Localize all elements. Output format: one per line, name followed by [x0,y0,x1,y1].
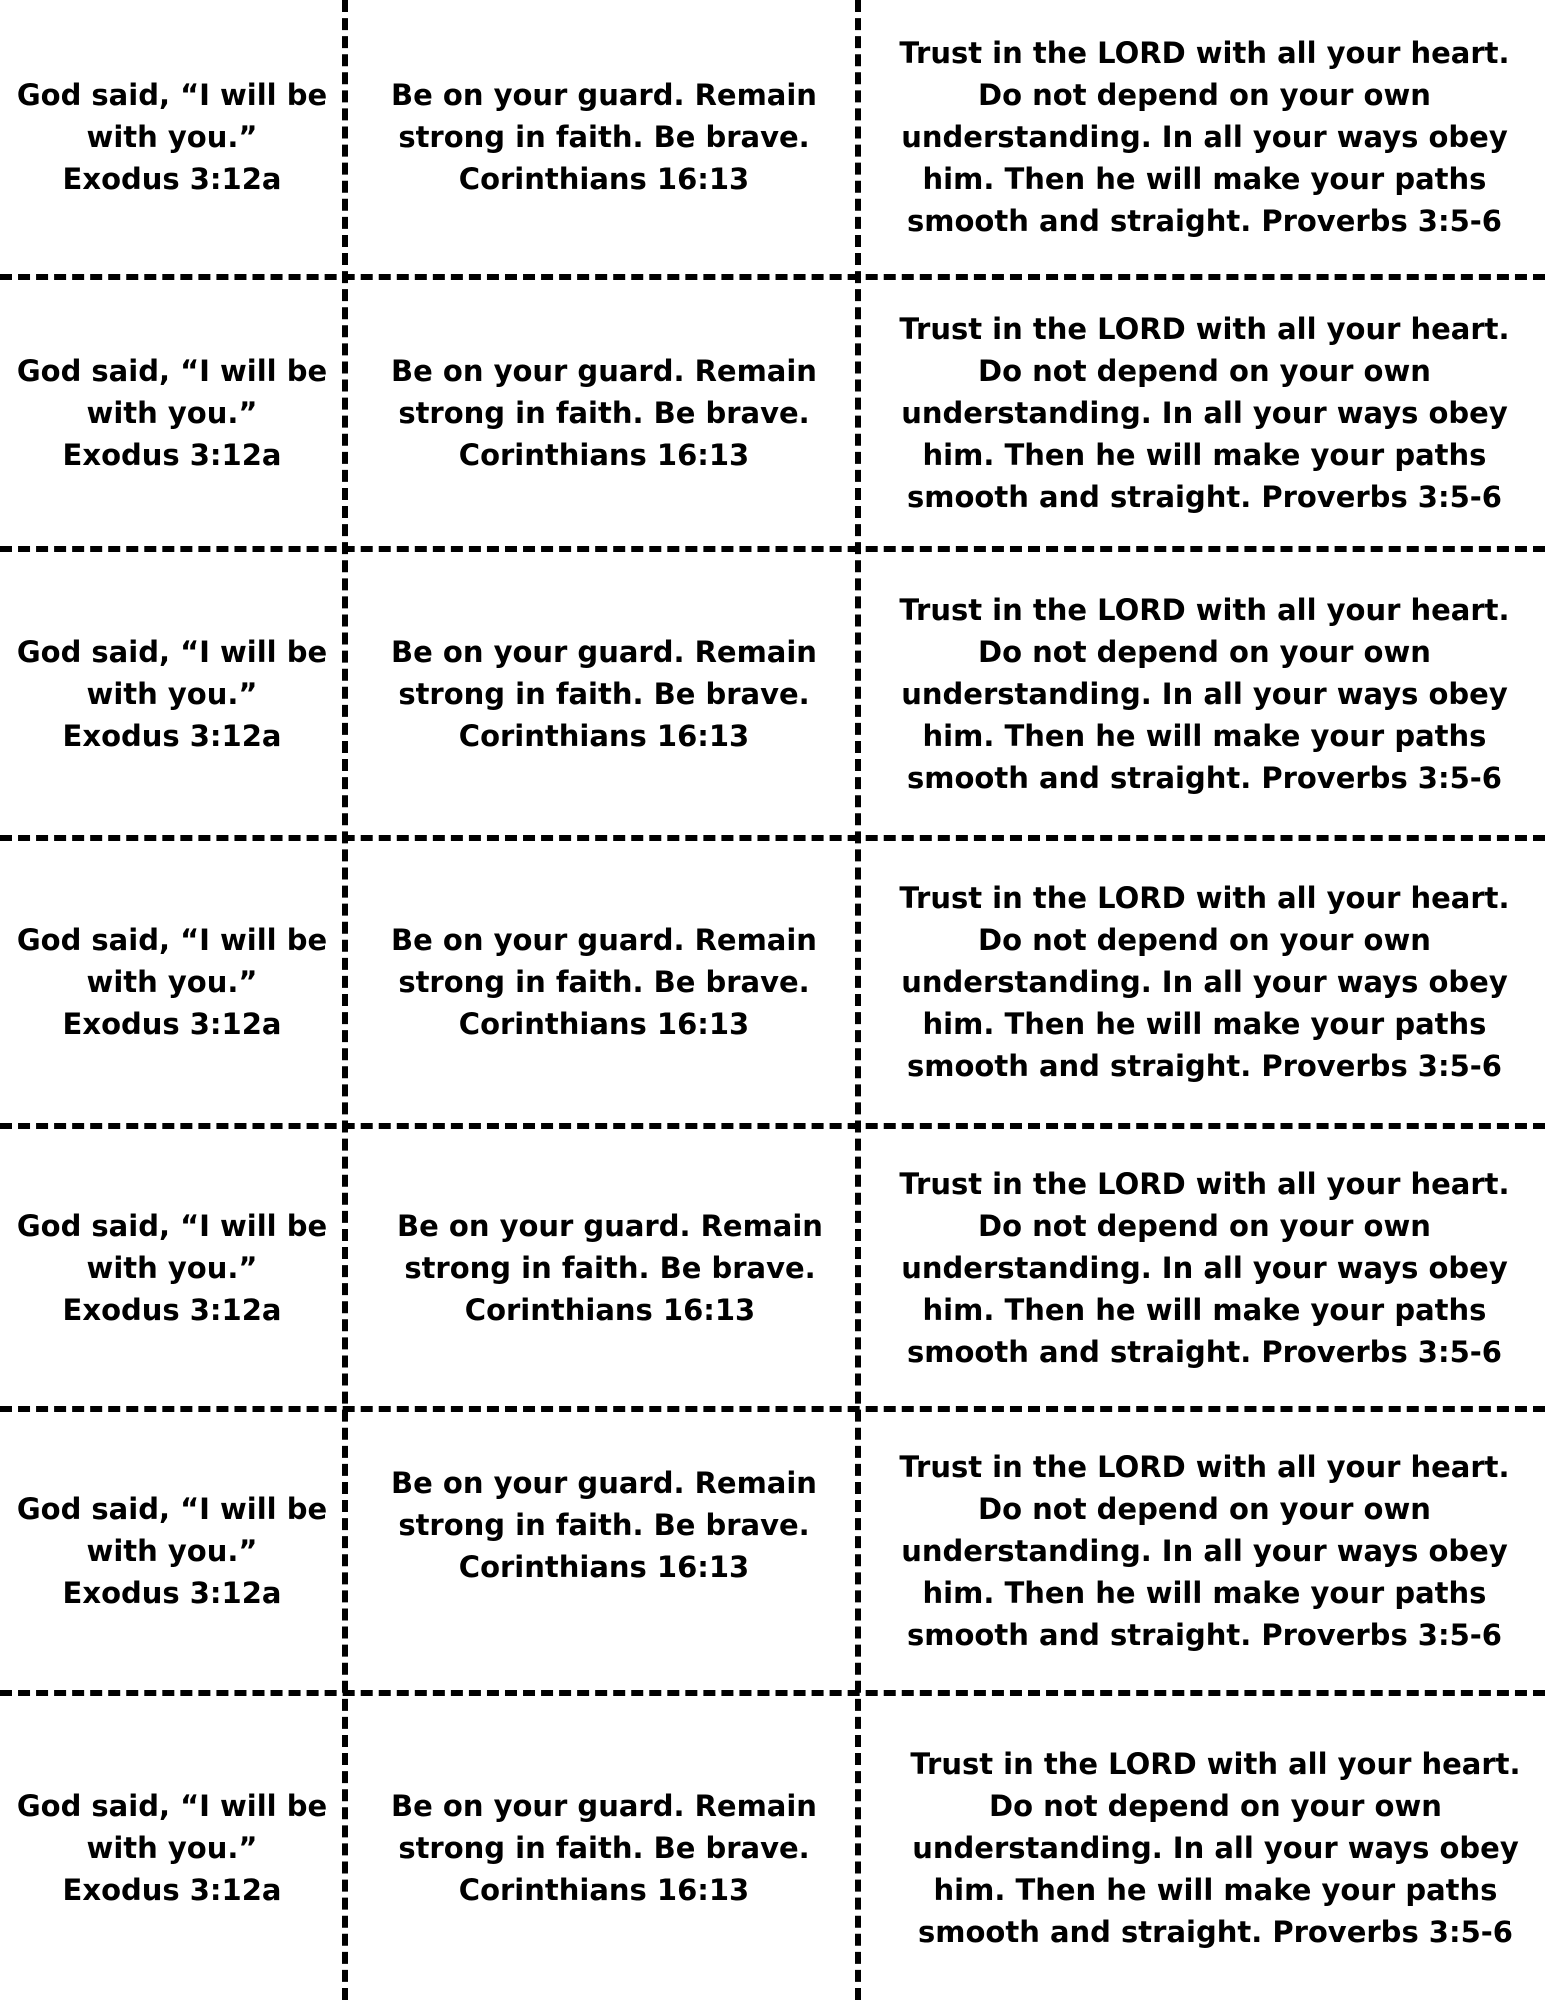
card-proverbs-row-1 [864,0,1545,274]
verse-line: Be on your guard. Remain [397,1208,823,1243]
verse-line: Trust in the LORD with all your heart. [899,1450,1510,1484]
verse-line: him. Then he will make your paths [933,1873,1498,1907]
verse-proverbs-3-5-6 [899,1163,1509,1373]
verse-line-with-reference: smooth and straight. Proverbs 3:5-6 [907,1618,1502,1652]
verse-corinthians-16-13 [391,1462,817,1588]
card-proverbs-row-2 [864,280,1545,546]
verse-line: strong in faith. Be brave. [398,1831,810,1865]
card-corinthians-row-5 [356,1129,864,1406]
vertical-cut-line-left [342,0,348,2000]
horizontal-cut-line-5 [0,1406,1545,1412]
verse-line: Trust in the LORD with all your heart. [899,312,1510,346]
verse-line: God said, “I will be [16,354,328,388]
card-exodus-row-1 [0,0,344,274]
verse-reference: Corinthians 16:13 [464,1292,756,1327]
verse-proverbs-3-5-6 [899,877,1509,1087]
verse-line: him. Then he will make your paths [922,162,1487,196]
vertical-cut-line-right [855,0,861,2000]
verse-line-with-reference: smooth and straight. Proverbs 3:5-6 [907,1049,1502,1083]
verse-reference: Exodus 3:12a [62,1576,282,1610]
verse-line: Do not depend on your own [978,923,1431,957]
verse-reference: Corinthians 16:13 [458,1873,750,1907]
verse-exodus-3-12a [17,1785,327,1911]
verse-line: understanding. In all your ways obey [901,1250,1508,1285]
verse-line: understanding. In all your ways obey [901,396,1508,430]
verse-line: strong in faith. Be brave. [398,120,810,154]
verse-line: Do not depend on your own [989,1789,1442,1823]
card-proverbs-row-6 [864,1412,1545,1690]
verse-line: Be on your guard. Remain [391,634,817,669]
verse-exodus-3-12a [17,919,327,1045]
verse-exodus-3-12a [17,350,327,476]
verse-line: him. Then he will make your paths [922,1292,1487,1327]
verse-proverbs-3-5-6 [910,1743,1520,1953]
verse-exodus-3-12a [17,1488,327,1614]
card-proverbs-row-3 [864,552,1545,835]
verse-corinthians-16-13 [391,631,817,757]
verse-line: understanding. In all your ways obey [901,676,1508,711]
verse-line: Do not depend on your own [978,634,1431,669]
verse-line: Do not depend on your own [978,1492,1431,1526]
verse-exodus-3-12a [17,1205,327,1331]
verse-line: God said, “I will be [16,634,328,669]
card-exodus-row-4 [0,841,344,1123]
verse-line: understanding. In all your ways obey [901,120,1508,154]
card-proverbs-row-5 [864,1129,1545,1406]
verse-reference: Corinthians 16:13 [458,1007,750,1041]
verse-line-with-reference: smooth and straight. Proverbs 3:5-6 [907,760,1502,795]
verse-proverbs-3-5-6 [899,589,1509,799]
verse-line: strong in faith. Be brave. [398,396,810,430]
verse-line: strong in faith. Be brave. [398,965,810,999]
verse-reference: Corinthians 16:13 [458,438,750,472]
verse-line: with you.” [86,676,258,711]
verse-line: Do not depend on your own [978,78,1431,112]
verse-line: with you.” [86,1534,258,1568]
verse-line: strong in faith. Be brave. [404,1250,816,1285]
verse-line: God said, “I will be [16,1208,328,1243]
verse-line: Do not depend on your own [978,1208,1431,1243]
card-corinthians-row-6 [350,1412,858,1690]
verse-line: him. Then he will make your paths [922,718,1487,753]
verse-exodus-3-12a [17,74,327,200]
verse-line: Do not depend on your own [978,354,1431,388]
horizontal-cut-line-4 [0,1123,1545,1129]
verse-line: strong in faith. Be brave. [398,676,810,711]
verse-reference: Exodus 3:12a [62,162,282,196]
verse-reference: Exodus 3:12a [62,1007,282,1041]
verse-line: understanding. In all your ways obey [901,965,1508,999]
card-exodus-row-3 [0,552,344,835]
verse-exodus-3-12a [17,631,327,757]
verse-line: with you.” [86,965,258,999]
verse-line: with you.” [86,1831,258,1865]
verse-corinthians-16-13 [391,74,817,200]
verse-line: him. Then he will make your paths [922,1576,1487,1610]
verse-proverbs-3-5-6 [899,32,1509,242]
card-proverbs-row-4 [864,841,1545,1123]
verse-line: strong in faith. Be brave. [398,1508,810,1542]
verse-line: God said, “I will be [16,78,328,112]
verse-corinthians-16-13 [391,919,817,1045]
card-corinthians-row-2 [350,280,858,546]
verse-line: understanding. In all your ways obey [901,1534,1508,1568]
card-proverbs-row-7 [886,1696,1545,2000]
verse-line: Be on your guard. Remain [391,78,817,112]
verse-corinthians-16-13 [391,1785,817,1911]
verse-reference: Corinthians 16:13 [458,162,750,196]
horizontal-cut-line-6 [0,1690,1545,1696]
verse-line: with you.” [86,1250,258,1285]
verse-proverbs-3-5-6 [899,1446,1509,1656]
verse-reference: Exodus 3:12a [62,1292,282,1327]
verse-line: Trust in the LORD with all your heart. [899,36,1510,70]
card-exodus-row-5 [0,1129,344,1406]
verse-reference: Exodus 3:12a [62,438,282,472]
verse-line-with-reference: smooth and straight. Proverbs 3:5-6 [918,1915,1513,1949]
verse-line: Trust in the LORD with all your heart. [899,1166,1510,1201]
verse-line: with you.” [86,120,258,154]
verse-line: Be on your guard. Remain [391,354,817,388]
card-exodus-row-7 [0,1696,344,2000]
verse-line: him. Then he will make your paths [922,1007,1487,1041]
verse-reference: Corinthians 16:13 [458,718,750,753]
verse-line: Trust in the LORD with all your heart. [899,592,1510,627]
verse-proverbs-3-5-6 [899,308,1509,518]
verse-line: him. Then he will make your paths [922,438,1487,472]
card-corinthians-row-4 [350,841,858,1123]
verse-line-with-reference: smooth and straight. Proverbs 3:5-6 [907,204,1502,238]
verse-reference: Corinthians 16:13 [458,1550,750,1584]
verse-line-with-reference: smooth and straight. Proverbs 3:5-6 [907,1334,1502,1369]
verse-line: with you.” [86,396,258,430]
verse-line: Trust in the LORD with all your heart. [899,881,1510,915]
verse-line: God said, “I will be [16,923,328,957]
verse-line: understanding. In all your ways obey [912,1831,1519,1865]
horizontal-cut-line-3 [0,835,1545,841]
verse-line: God said, “I will be [16,1789,328,1823]
card-corinthians-row-3 [350,552,858,835]
verse-corinthians-16-13 [391,350,817,476]
verse-corinthians-16-13 [397,1205,823,1331]
verse-line: Be on your guard. Remain [391,923,817,957]
verse-line: Be on your guard. Remain [391,1466,817,1500]
verse-reference: Exodus 3:12a [62,1873,282,1907]
verse-line: God said, “I will be [16,1492,328,1526]
horizontal-cut-line-1 [0,274,1545,280]
verse-line-with-reference: smooth and straight. Proverbs 3:5-6 [907,480,1502,514]
card-exodus-row-2 [0,280,344,546]
verse-reference: Exodus 3:12a [62,718,282,753]
card-corinthians-row-1 [350,0,858,274]
card-corinthians-row-7 [350,1696,858,2000]
verse-line: Trust in the LORD with all your heart. [910,1747,1521,1781]
horizontal-cut-line-2 [0,546,1545,552]
verse-line: Be on your guard. Remain [391,1789,817,1823]
card-exodus-row-6 [0,1412,344,1690]
